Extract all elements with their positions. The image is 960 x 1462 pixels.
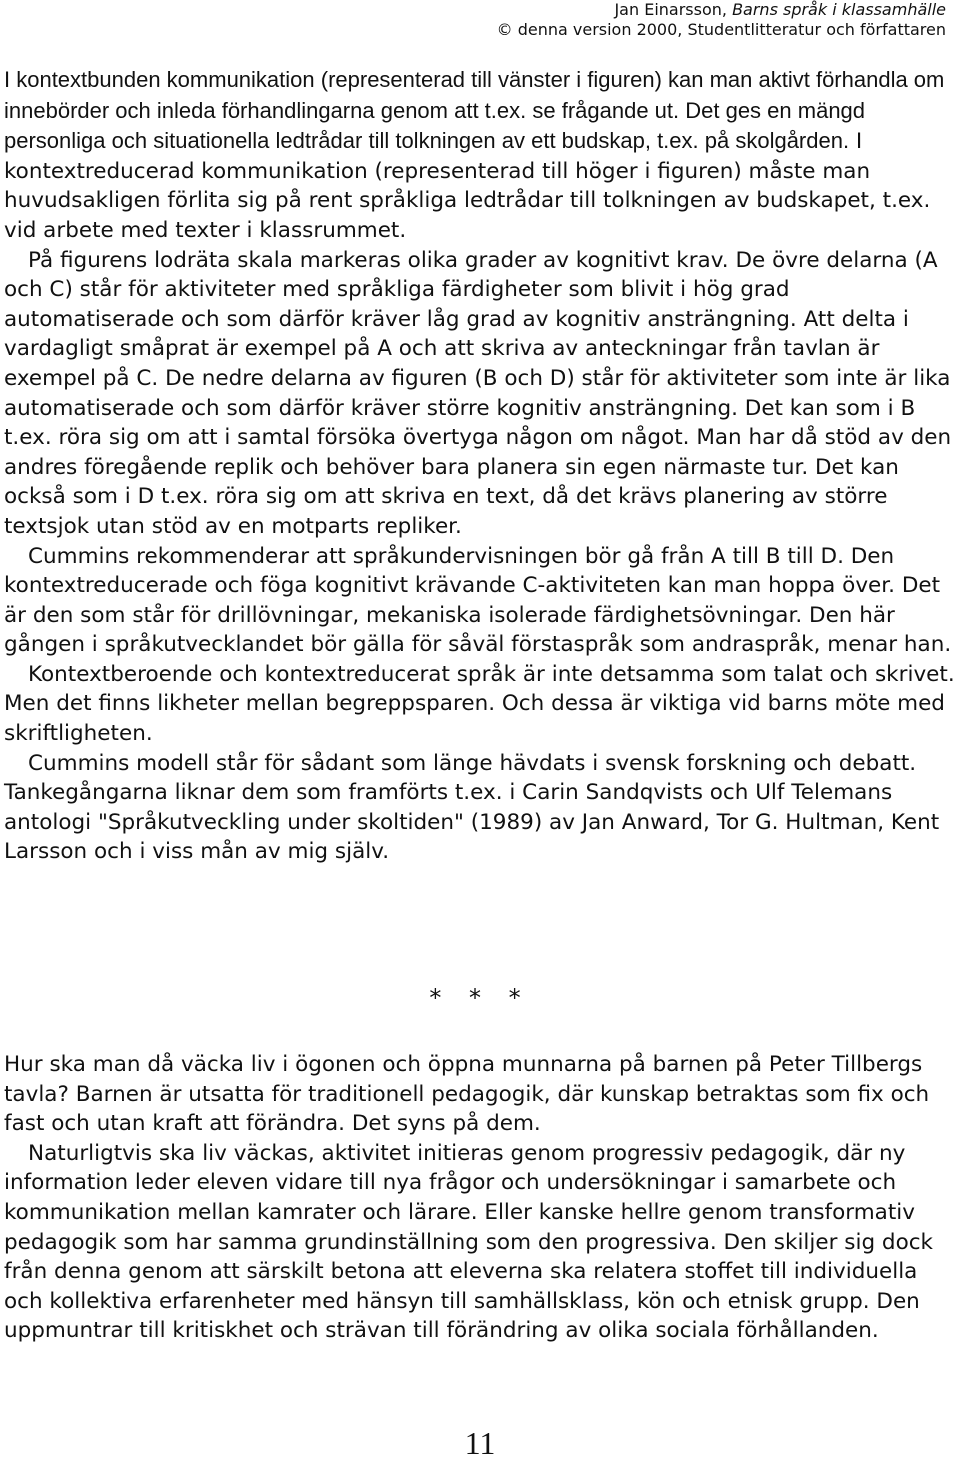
header-copyright: © denna version 2000, Studentlitteratur och författaren (496, 20, 946, 39)
header-book-title: Barns språk i klassamhälle (732, 0, 946, 19)
paragraph-1-sans-part: I kontextbunden kommunikation (representerad till vänster i figuren) kan man aktivt förhandla om innebörder och inleda förhandlingarna genom att t.ex. se frågande ut. Det ges en mängd personliga och situationella ledtrådar till tolkningen av ett budskap, t.ex. på skolgården. (4, 67, 945, 154)
paragraph-1-rest: I kontextreducerad kommunikation (representerad till höger i figuren) måste man huvudsakligen förlita sig på rent språkliga ledtrådar till tolkningen av budskapet, t.ex. vid arbete med texter i klassrummet. (4, 129, 931, 243)
page-number: 11 (464, 1425, 496, 1461)
paragraph-1 (4, 65, 956, 246)
running-header (497, 0, 946, 40)
paragraph-2: På figurens lodräta skala markeras olika grader av kognitivt krav. De övre delarna (A och C) står för aktiviteter med språkliga färdigheter som blivit i hög grad automatiserade och som därför kräver låg grad av kognitiv ansträngning. Att delta i vardagligt småprat är exempel på A och att skriva av anteckningar från tavlan är exempel på C. De nedre delarna av figuren (B och D) står för aktiviteter som inte är lika automatiserade och som därför kräver större kognitiv ansträngning. Det kan som i B t.ex. röra sig om att i samtal försöka övertyga någon om något. Man har då stöd av den andres föregående replik och behöver bara planera sin egen närmaste tur. Det kan också som i D t.ex. röra sig om att skriva en text, då det krävs planering av större textsjok utan stöd av en motparts repliker. (4, 247, 952, 539)
paragraph-3: Cummins rekommenderar att språkundervisningen bör gå från A till B till D. Den kontextreducerade och föga kognitivt krävande C-aktiviteten kan man hoppa över. Det är den som står för drillövningar, mekaniska isolerade färdighetsövningar. Den här gången i språkutvecklandet bör gälla för såväl förstaspråk som andraspråk, menar han. (4, 543, 952, 658)
paragraph-5: Cummins modell står för sådant som länge hävdats i svensk forskning och debatt. Tankegångarna liknar dem som framförts t.ex. i Carin Sandqvists och Ulf Telemans antologi "Språkutveckling under skoltiden" (1989) av Jan Anward, Tor G. Hultman, Kent Larsson och i viss mån av mig själv. (4, 750, 940, 865)
paragraph-6: Hur ska man då väcka liv i ögonen och öppna munnarna på barnen på Peter Tillbergs tavla? Barnen är utsatta för traditionell pedagogik, där kunskap betraktas som fix och fast och utan kraft att förändra. Det syns på dem. (4, 1052, 930, 1137)
header-author: Jan Einarsson, (614, 0, 733, 19)
header-author-line (497, 0, 946, 20)
paragraph-4: Kontextberoende och kontextreducerat språk är inte detsamma som talat och skrivet. Men det finns likheter mellan begreppsparen. Och dessa är viktiga vid barns möte med skriftligheten. (4, 661, 955, 747)
section-separator: * * * (429, 984, 531, 1012)
section-1 (4, 65, 956, 867)
section-2 (4, 1050, 956, 1346)
paragraph-7: Naturligtvis ska liv väckas, aktivitet initieras genom progressiv pedagogik, där ny information leder eleven vidare till nya frågor och undersökningar i samarbete och kommunikation mellan kamrater och lärare. Eller kanske hellre genom transformativ pedagogik som har samma grundinställning som den progressiva. Den skiljer sig dock från denna genom att särskilt betona att eleverna ska relatera stoffet till individuella och kollektiva erfarenheter med hänsyn till samhällsklass, kön och etnisk grupp. Den uppmuntrar till kritiskhet och strävan till förändring av olika sociala förhållanden. (4, 1140, 934, 1344)
